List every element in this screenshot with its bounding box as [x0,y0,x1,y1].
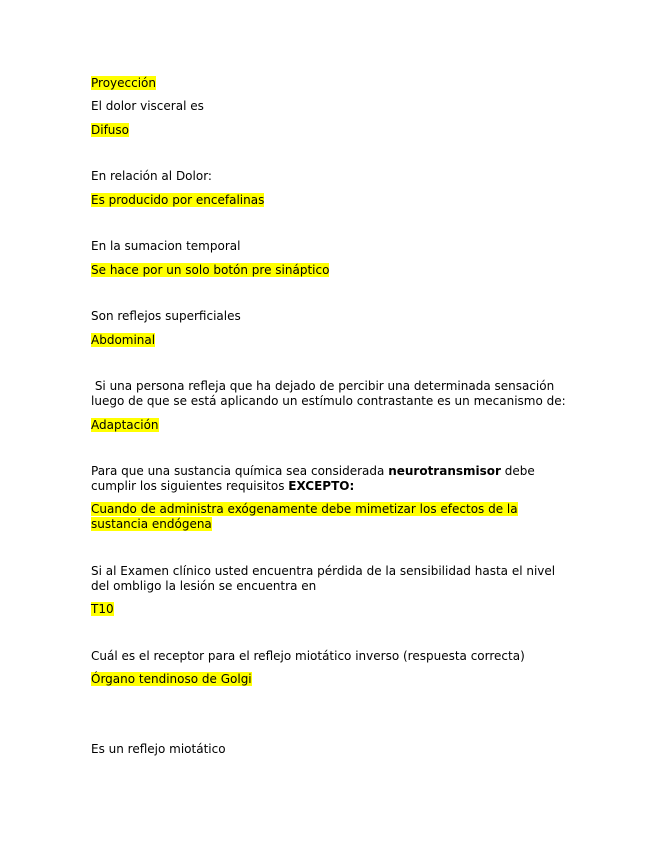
question-line: luego de que se está aplicando un estímulo contrastante es un mecanismo de: [91,394,566,408]
emphasis-text: EXCEPTO: [288,479,355,493]
question-line [91,463,535,479]
answer-line [91,601,114,617]
answer-line [91,192,264,208]
question-line [91,478,354,494]
answer-line [91,262,329,278]
emphasis-text: neurotransmisor [388,464,501,478]
answer-line [91,671,252,687]
question-line: En relación al Dolor: [91,169,212,183]
highlighted-answer: Cuando de administra exógenamente debe mimetizar los efectos de la [91,502,518,516]
question-line: Son reflejos superficiales [91,309,241,323]
question-line: En la sumacion temporal [91,239,241,253]
question-line: del ombligo la lesión se encuentra en [91,579,317,593]
highlighted-answer: Abdominal [91,333,156,347]
answer-line [91,332,155,348]
answer-line [91,501,518,517]
question-line: Si al Examen clínico usted encuentra pérdida de la sensibilidad hasta el nivel [91,564,556,578]
answer-line [91,75,156,91]
highlighted-answer: Proyección [91,76,156,90]
highlighted-answer: Se hace por un solo botón pre sináptico [91,263,330,277]
highlighted-answer: T10 [91,602,114,616]
question-line: Es un reflejo miotático [91,742,226,756]
question-line: Cuál es el receptor para el reflejo miotático inverso (respuesta correcta) [91,649,525,663]
question-text: Para que una sustancia química sea considerada [91,464,389,478]
question-line: Si una persona refleja que ha dejado de percibir una determinada sensación [91,379,555,393]
highlighted-answer: Órgano tendinoso de Golgi [91,672,252,686]
highlighted-answer: Adaptación [91,418,159,432]
answer-line [91,516,212,532]
highlighted-answer: sustancia endógena [91,517,212,531]
question-line: El dolor visceral es [91,99,204,113]
answer-line [91,417,159,433]
question-text: debe [500,464,535,478]
answer-line [91,122,129,138]
question-text: cumplir los siguientes requisitos [91,479,289,493]
highlighted-answer: Es producido por encefalinas [91,193,265,207]
highlighted-answer: Difuso [91,123,129,137]
